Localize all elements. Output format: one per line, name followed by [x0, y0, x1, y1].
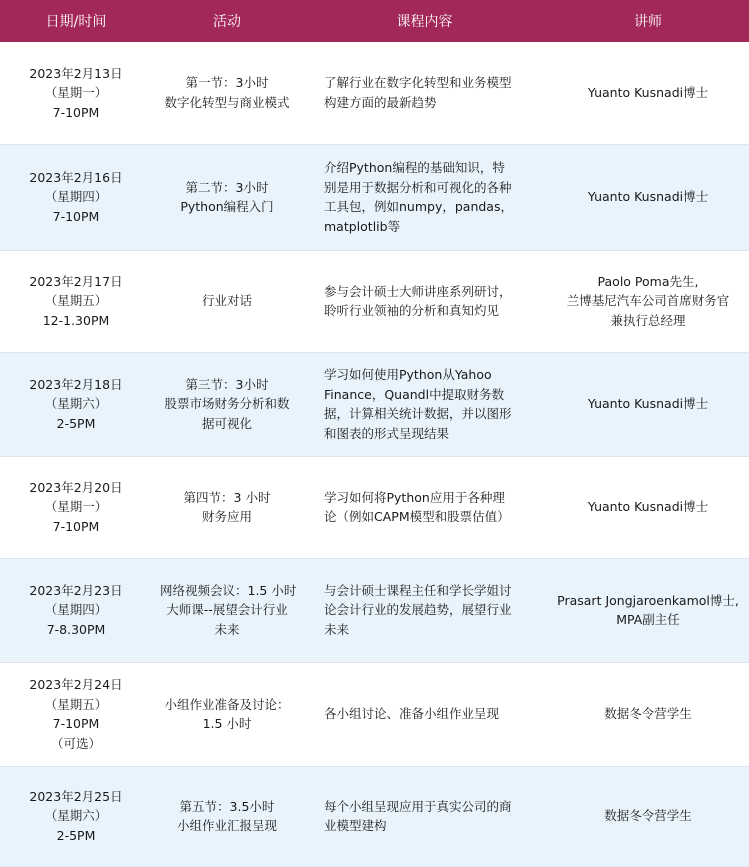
content-line: 构建方面的最新趋势 — [324, 94, 437, 110]
table-row — [0, 662, 749, 766]
table-header — [0, 0, 749, 42]
date-line: （星期一） — [44, 85, 108, 100]
cell-date — [0, 766, 152, 866]
cell-content — [302, 250, 547, 352]
content-line: 未来 — [324, 621, 350, 637]
cell-activity — [152, 456, 302, 558]
lecturer-line: 数据冬令营学生 — [604, 706, 692, 722]
cell-content — [302, 144, 547, 250]
date-line: 7-10PM — [52, 716, 100, 731]
date-line: （星期五） — [44, 293, 108, 309]
content-line: 据，计算相关统计数据，并以图形 — [324, 406, 512, 421]
lecturer-line: Yuanto Kusnadi博士 — [587, 499, 709, 515]
cell-content — [302, 456, 547, 558]
content-line: 介绍Python编程的基础知识，特 — [324, 160, 505, 175]
header-lecturer: 讲师 — [547, 0, 749, 42]
content-line: 工具包，例如numpy，pandas， — [324, 199, 513, 214]
content-line: 与会计硕士课程主任和学长学姐讨 — [324, 582, 512, 598]
header-content: 课程内容 — [302, 0, 547, 42]
table-row — [0, 144, 749, 250]
content-line: 参与会计硕士大师讲座系列研讨， — [324, 283, 512, 299]
date-line: 2-5PM — [56, 415, 96, 431]
cell-content — [302, 352, 547, 456]
content-line: 了解行业在数字化转型和业务模型 — [324, 75, 512, 91]
date-line: 2023年2月13日 — [29, 65, 123, 81]
date-line: 2023年2月24日 — [29, 677, 123, 692]
activity-line: 第四节：3 小时 — [183, 489, 271, 505]
header-activity: 活动 — [152, 0, 302, 42]
date-line: 2023年2月17日 — [29, 273, 123, 289]
activity-line: 第三节：3小时 — [185, 376, 269, 392]
lecturer-line: 兰博基尼汽车公司首席财务官 — [566, 293, 730, 309]
activity-line: 财务应用 — [201, 509, 252, 524]
cell-lecturer — [547, 352, 749, 456]
cell-content — [302, 766, 547, 866]
cell-activity — [152, 352, 302, 456]
lecturer-line: Yuanto Kusnadi博士 — [587, 85, 709, 100]
lecturer-line: MPA副主任 — [616, 612, 680, 627]
header-date: 日期/时间 — [0, 0, 152, 42]
date-line: 2023年2月25日 — [29, 788, 123, 804]
content-line: Finance，Quandl中提取财务数 — [324, 386, 505, 402]
cell-lecturer — [547, 456, 749, 558]
activity-line: 行业对话 — [201, 293, 252, 309]
cell-lecturer — [547, 766, 749, 866]
lecturer-line: 数据冬令营学生 — [604, 808, 692, 824]
cell-activity — [152, 144, 302, 250]
content-line: matplotlib等 — [324, 218, 401, 234]
activity-line: 小组作业汇报呈现 — [176, 818, 277, 833]
cell-content — [302, 42, 547, 144]
cell-content — [302, 662, 547, 766]
date-line: （星期六） — [44, 396, 108, 412]
date-line: （星期四） — [44, 602, 108, 618]
cell-activity — [152, 662, 302, 766]
content-line: 业模型建构 — [324, 818, 387, 833]
content-line: 聆听行业领袖的分析和真知灼见 — [324, 303, 500, 318]
date-line: （星期六） — [44, 808, 108, 824]
cell-date — [0, 144, 152, 250]
cell-activity — [152, 250, 302, 352]
date-line: （可选） — [50, 735, 101, 751]
activity-line: 小组作业准备及讨论： — [164, 696, 290, 712]
cell-lecturer — [547, 42, 749, 144]
date-line: 12-1.30PM — [42, 312, 110, 328]
activity-line: 第二节：3小时 — [185, 179, 269, 195]
date-line: （星期一） — [44, 499, 108, 515]
date-line: 7-8.30PM — [46, 621, 106, 637]
cell-date — [0, 662, 152, 766]
date-line: （星期四） — [44, 189, 108, 205]
activity-line: 据可视化 — [201, 415, 252, 431]
activity-line: 第一节：3小时 — [185, 75, 269, 91]
cell-lecturer — [547, 662, 749, 766]
table-body — [0, 42, 749, 866]
date-line: 7-10PM — [52, 208, 100, 224]
lecturer-line: 兼执行总经理 — [610, 312, 686, 328]
activity-line: 未来 — [214, 621, 240, 637]
content-line: 论会计行业的发展趋势，展望行业 — [324, 602, 512, 618]
cell-date — [0, 250, 152, 352]
table-row — [0, 558, 749, 662]
table-row — [0, 456, 749, 558]
date-line: 7-10PM — [52, 518, 100, 534]
activity-line: 股票市场财务分析和数 — [164, 396, 290, 412]
cell-date — [0, 42, 152, 144]
activity-line: 1.5 小时 — [202, 716, 252, 731]
activity-line: 数字化转型与商业模式 — [164, 94, 290, 110]
lecturer-line: Paolo Poma先生, — [597, 273, 699, 289]
table-row — [0, 42, 749, 144]
date-line: 7-10PM — [52, 104, 100, 120]
cell-activity — [152, 42, 302, 144]
activity-line: 网络视频会议：1.5 小时 — [160, 582, 297, 598]
content-line: 学习如何使用Python从Yahoo — [324, 367, 492, 382]
table-row — [0, 352, 749, 456]
activity-line: 第五节：3.5小时 — [179, 798, 275, 814]
content-line: 别是用于数据分析和可视化的各种 — [324, 179, 512, 195]
cell-date — [0, 352, 152, 456]
content-line: 论（例如CAPM模型和股票估值） — [324, 509, 510, 524]
cell-activity — [152, 558, 302, 662]
activity-line: 大师课--展望会计行业 — [166, 602, 288, 618]
table-row — [0, 250, 749, 352]
content-line: 各小组讨论、准备小组作业呈现 — [324, 706, 500, 722]
cell-date — [0, 456, 152, 558]
date-line: 2023年2月18日 — [29, 376, 123, 392]
date-line: 2-5PM — [56, 827, 96, 843]
date-line: 2023年2月20日 — [29, 479, 123, 495]
cell-lecturer — [547, 250, 749, 352]
cell-content — [302, 558, 547, 662]
content-line: 和图表的形式呈现结果 — [324, 425, 450, 441]
content-line: 每个小组呈现应用于真实公司的商 — [324, 798, 512, 814]
cell-lecturer — [547, 558, 749, 662]
cell-activity — [152, 766, 302, 866]
cell-lecturer — [547, 144, 749, 250]
table-row — [0, 766, 749, 866]
content-line: 学习如何将Python应用于各种理 — [324, 489, 505, 505]
cell-date — [0, 558, 152, 662]
date-line: （星期五） — [44, 696, 108, 712]
lecturer-line: Prasart Jongjaroenkamol博士, — [557, 592, 739, 608]
date-line: 2023年2月16日 — [29, 169, 123, 185]
lecturer-line: Yuanto Kusnadi博士 — [587, 189, 709, 205]
lecturer-line: Yuanto Kusnadi博士 — [587, 396, 709, 412]
activity-line: Python编程入门 — [180, 199, 274, 214]
date-line: 2023年2月23日 — [29, 582, 123, 598]
